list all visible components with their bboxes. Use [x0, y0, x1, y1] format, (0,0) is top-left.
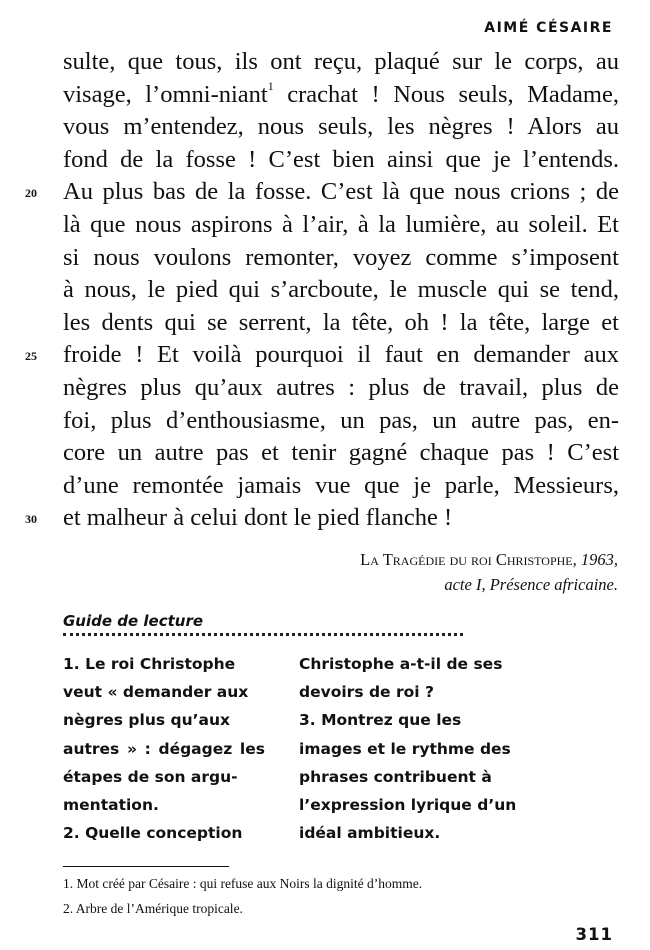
guide-line: Christophe a-t-il de ses: [299, 655, 503, 673]
line-number: 25: [25, 349, 37, 364]
footnote-2: 2. Arbre de l’Amérique tropicale.: [63, 901, 243, 916]
text-line-part: Au plus bas de la fosse. C’est là que nous crions ; de: [63, 178, 619, 206]
text-line: si nous voulons remonter, voyez comme s’imposent: [63, 243, 619, 271]
text-line-part: et malheur à celui dont le pied flanche !: [63, 504, 453, 532]
text-line: fond de la fosse ! C’est bien ainsi que je l’entends.: [63, 145, 619, 173]
text-line: les dents qui se serrent, la tête, oh ! la tête, large et: [63, 308, 619, 336]
guide-line: l’expression lyrique d’un: [299, 796, 517, 815]
text-line: [25, 339, 619, 372]
footnote-rule: [63, 866, 229, 867]
guide-line: 3. Montrez que les: [299, 711, 462, 730]
text-line: vous m’entendez, nous seuls, les nègres ! Alors au: [63, 113, 619, 141]
text-line: nègres plus qu’aux autres : plus de travail, plus de: [63, 373, 619, 401]
source-year: , 1963,: [572, 550, 618, 569]
text-line: là que nous aspirons à l’air, à la lumière, au soleil. Et: [63, 210, 619, 238]
guide-line: phrases contribuent à: [299, 767, 492, 786]
guide-line: veut « demander aux: [63, 683, 249, 702]
source-title: La Tragédie du roi Christophe: [360, 550, 573, 569]
guide-line: mentation.: [63, 796, 159, 815]
guide-title: Guide de lecture: [63, 612, 204, 630]
text-line-part: crachat ! Nous seuls, Madame,: [273, 80, 619, 108]
text-line: foi, plus d’enthousiasme, un pas, un autre pas, en-: [63, 406, 619, 434]
text-line: à nous, le pied qui s’arcboute, le muscle qui se tend,: [63, 276, 619, 304]
guide-line: autres » : dégagez les: [63, 739, 265, 758]
text-line: [63, 79, 619, 112]
text-line: d’une remontée jamais vue que je parle, Messieurs,: [63, 471, 619, 499]
source-line-2: acte I, Présence africaine.: [444, 575, 618, 594]
guide-right-column: [299, 650, 531, 847]
text-line: [25, 176, 619, 209]
guide-line: nègres plus qu’aux: [63, 711, 230, 730]
running-head: AIMÉ CÉSAIRE: [484, 20, 613, 36]
text-line: [25, 502, 619, 535]
text-line: sulte, que tous, ils ont reçu, plaqué sur le corps, au: [63, 48, 619, 75]
text-line-part: froide ! Et voilà pourquoi il faut en demander aux: [63, 341, 619, 369]
source-citation: [360, 547, 618, 597]
guide-line: étapes de son argu-: [63, 767, 238, 786]
footnote-marker: 1: [267, 78, 274, 93]
guide-line: 1. Le roi Christophe: [63, 655, 236, 673]
guide-line: devoirs de roi ?: [299, 683, 434, 702]
text-line-part: visage, l’omni-niant: [63, 80, 268, 108]
guide-line: images et le rythme des: [299, 739, 511, 758]
guide-left-column: [63, 650, 265, 847]
guide-line: idéal ambitieux.: [299, 824, 441, 843]
source-line-1: [360, 547, 618, 572]
line-number: 30: [25, 512, 37, 527]
guide-line: 2. Quelle conception: [63, 824, 243, 843]
dotted-rule: [63, 633, 463, 636]
poem-text: [25, 46, 619, 535]
text-line: core un autre pas et tenir gagné chaque pas ! C’est: [63, 439, 619, 467]
footnote-1: 1. Mot créé par Césaire : qui refuse aux Noirs la dignité d’homme.: [63, 876, 423, 891]
line-number: 20: [25, 186, 37, 201]
page-number: 311: [575, 925, 613, 944]
